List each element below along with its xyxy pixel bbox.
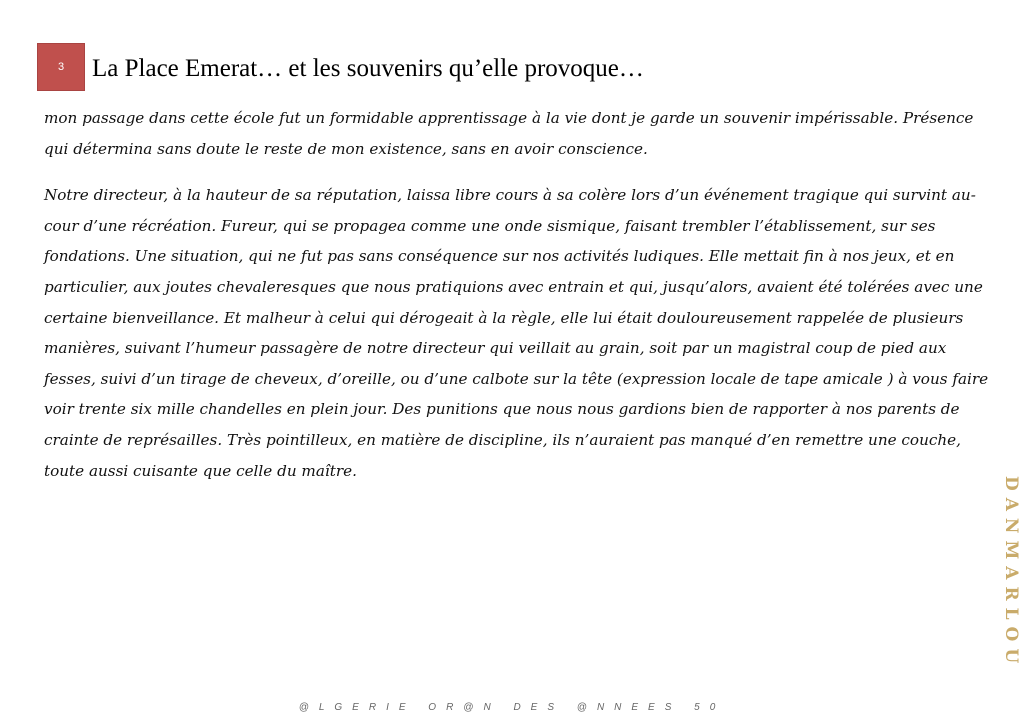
page-title: La Place Emerat… et les souvenirs qu’elle provoque…: [92, 55, 644, 82]
side-brand-watermark: DANMARLOU: [1001, 476, 1021, 671]
article-body: [44, 103, 989, 486]
page-number-badge: [37, 43, 85, 91]
page-number: 3: [57, 61, 65, 73]
paragraph: Notre directeur, à la hauteur de sa réputation, laissa libre cours à sa colère lors d’un événement tragique qui survint au-cour d’une récréation. Fureur, qui se propagea comme une onde sismique, faisant trembler l’établissement, sur ses fondations. Une situation, qui ne fut pas sans conséquence sur nos activités ludiques. Elle mettait fin à nos jeux, et en particulier, aux joutes chevaleresques que nous pratiquions avec entrain et qui, jusqu’alors, avaient été tolérées avec une certaine bienveillance. Et malheur à celui qui dérogeait à la règle, elle lui était douloureusement rappelée de plusieurs manières, suivant l’humeur passagère de notre directeur qui veillait au grain, soit par un magistral coup de pied aux fesses, suivi d’un tirage de cheveux, d’oreille, ou d’une calbote sur la tête (expression locale de tape amicale ) à vous faire voir trente six mille chandelles en plein jour. Des punitions que nous nous gardions bien de rapporter à nos parents de crainte de représailles. Très pointilleux, en matière de discipline, ils n’auraient pas manqué d’en remettre une couche, toute aussi cuisante que celle du maître.: [44, 186, 989, 480]
paragraph: mon passage dans cette école fut un formidable apprentissage à la vie dont je garde un souvenir impérissable. Présence qui détermina sans doute le reste de mon existence, sans en avoir conscience.: [44, 109, 974, 158]
page-footer: @LGERIE OR@N DES @NNEES 50: [298, 702, 726, 713]
